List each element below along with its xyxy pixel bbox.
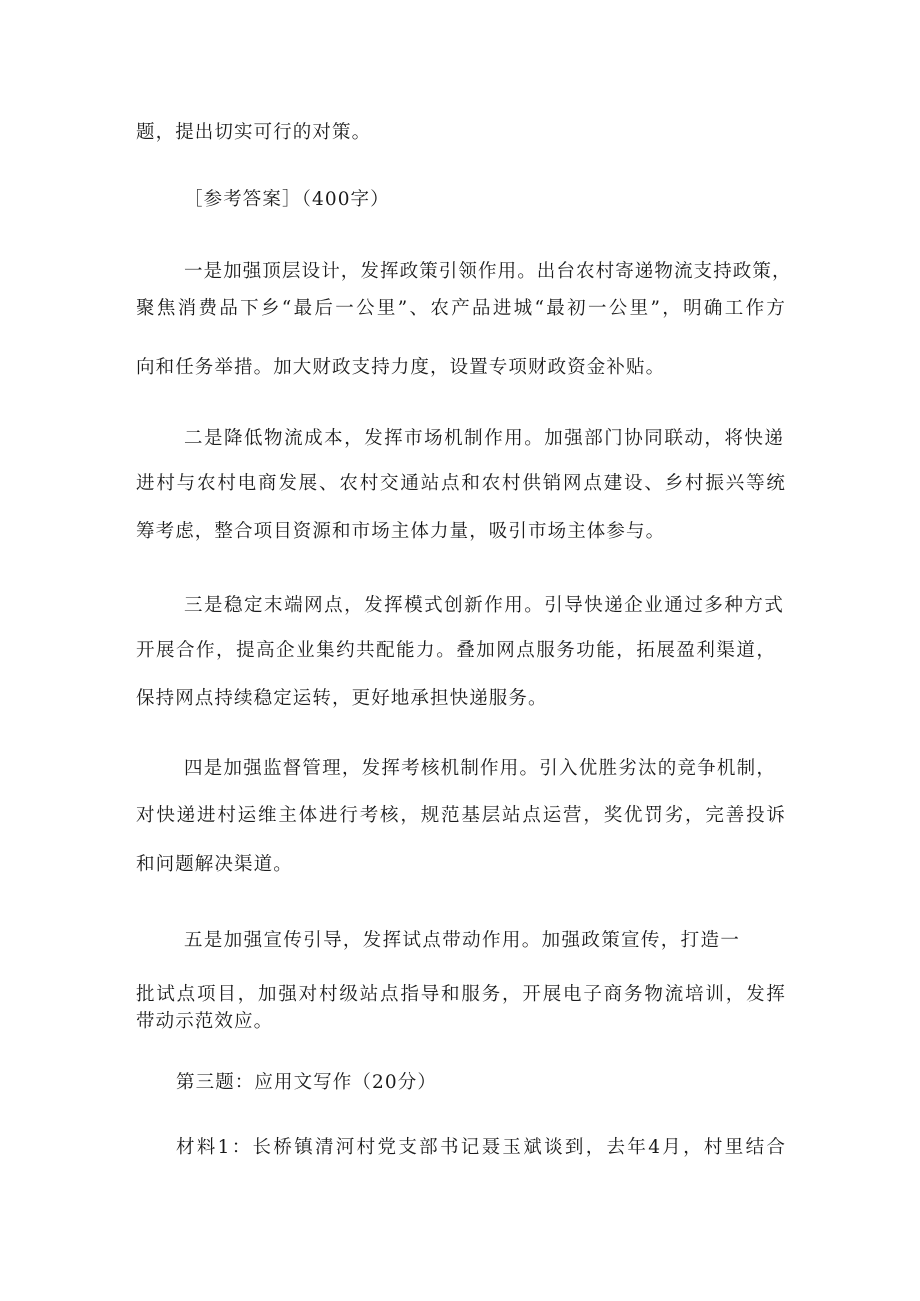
para2-line2: 进村与农村电商发展、农村交通站点和农村供销网点建设、乡村振兴等统: [136, 473, 786, 494]
intro-tail-line: 题，提出切实可行的对策。: [136, 122, 372, 143]
para1-line1: 一是加强顶层设计，发挥政策引领作用。出台农村寄递物流支持政策，: [184, 261, 792, 282]
para2-line3: 筹考虑，整合项目资源和市场主体力量，吸引市场主体参与。: [136, 521, 666, 542]
para1-line2: 聚焦消费品下乡“最后一公里”、农产品进城“最初一公里”，明确工作方: [136, 298, 786, 319]
section3-heading: 第三题：应用文写作（20分）: [176, 1072, 437, 1093]
para3-line2: 开展合作，提高企业集约共配能力。叠加网点服务功能，拓展盈利渠道，: [136, 640, 776, 661]
para5-line2: 批试点项目，加强对村级站点指导和服务，开展电子商务物流培训，发挥: [136, 984, 786, 1005]
material1-start: 材料1：长桥镇清河村党支部书记聂玉斌谈到，去年4月，村里结合: [176, 1137, 786, 1158]
para3-line1: 三是稳定末端网点，发挥模式创新作用。引导快递企业通过多种方式: [184, 595, 784, 616]
para4-line2: 对快递进村运维主体进行考核，规范基层站点运营，奖优罚劣，完善投诉: [136, 805, 786, 826]
para5-line3: 带动示范效应。: [136, 1011, 274, 1032]
para3-line3: 保持网点持续稳定运转，更好地承担快递服务。: [136, 688, 548, 709]
para5-line1: 五是加强宣传引导，发挥试点带动作用。加强政策宣传，打造一: [184, 930, 740, 951]
para4-line1: 四是加强监督管理，发挥考核机制作用。引入优胜劣汰的竞争机制，: [184, 758, 776, 779]
answer-header: ［参考答案］（400字）: [184, 189, 390, 210]
para2-line1: 二是降低物流成本，发挥市场机制作用。加强部门协同联动，将快递: [184, 428, 784, 449]
para4-line3: 和问题解决渠道。: [136, 854, 293, 875]
para1-line3: 向和任务举措。加大财政支持力度，设置专项财政资金补贴。: [136, 357, 666, 378]
